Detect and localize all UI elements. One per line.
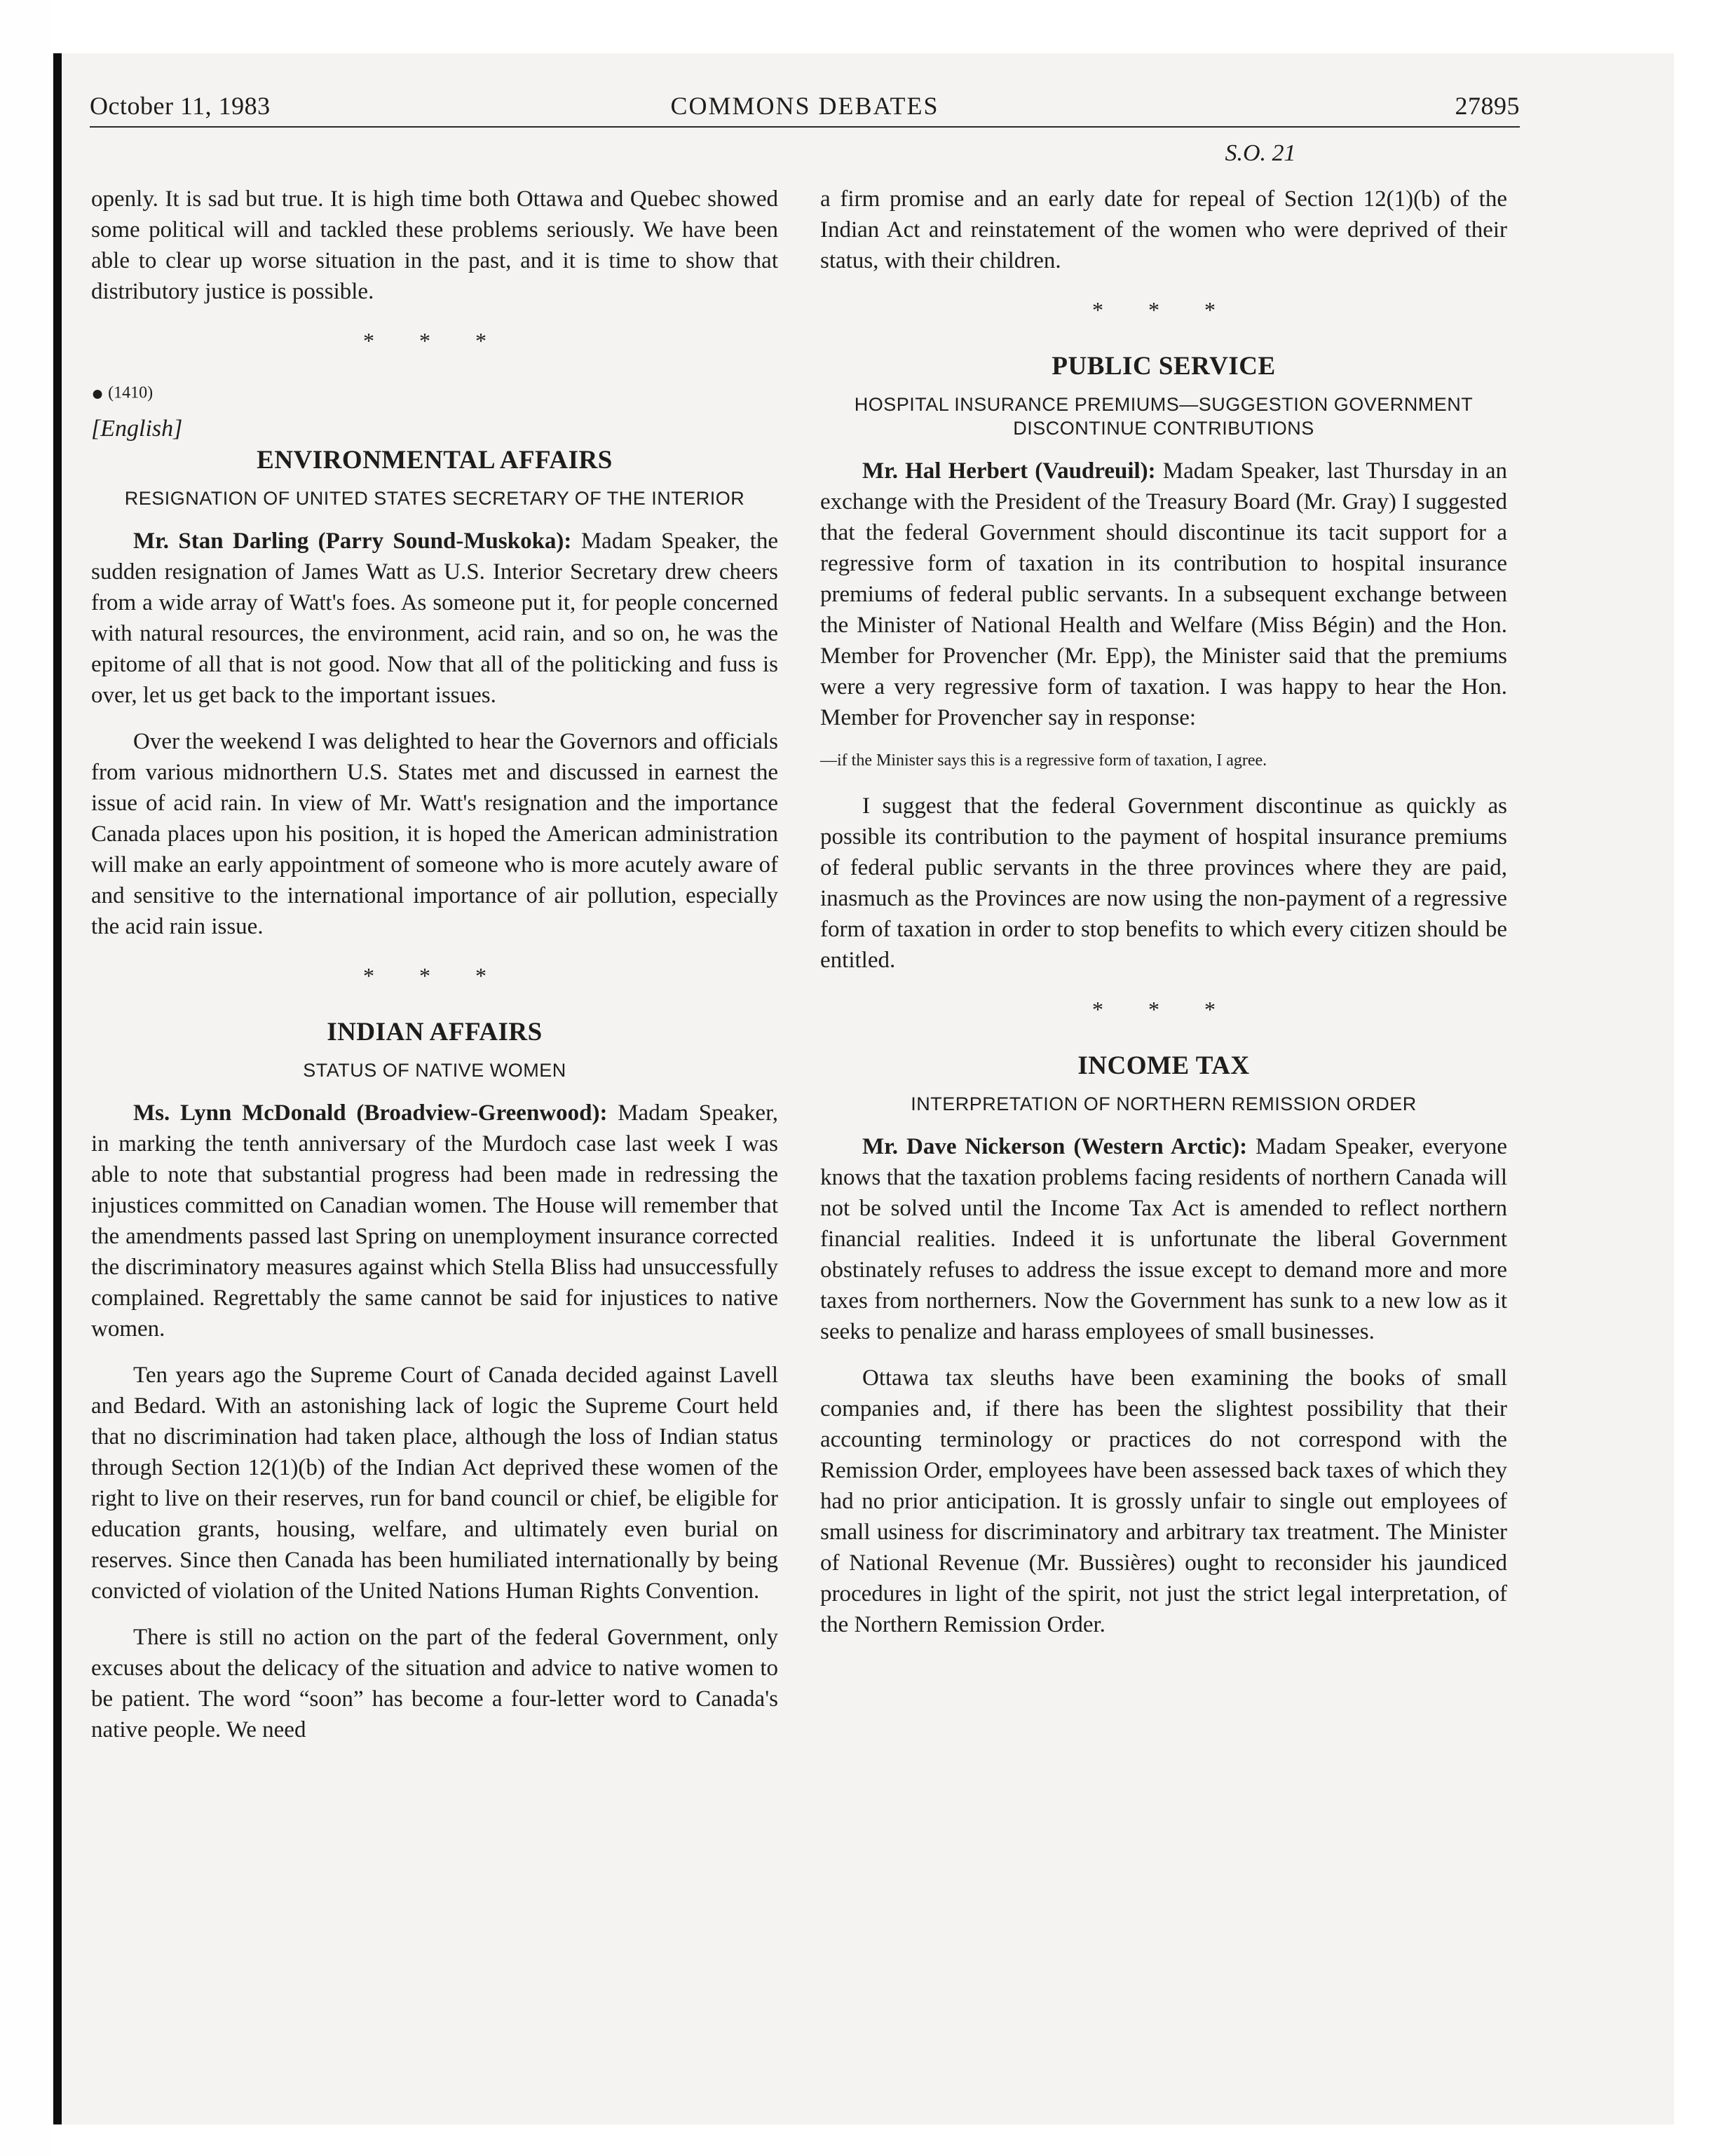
statement-paragraph: Over the weekend I was delighted to hear the Governors and officials from various midnorthern U.S. States met and discussed in earnest the issue of acid rain. In view of Mr. Watt's resignation and the importance Canada places upon his position, it is hoped the American administration will make an early appointment of someone who is more acutely aware of and sensitive to the international importance of air pollution, especially the acid rain issue. — [91, 729, 778, 939]
right-column — [820, 184, 1507, 1656]
scan-binding-shadow — [53, 53, 62, 2124]
section-heading-income-tax: INCOME TAX — [1077, 1051, 1250, 1080]
section-subheading-indian-affairs: STATUS OF NATIVE WOMEN — [303, 1060, 566, 1081]
header-page-number: 27895 — [1455, 92, 1520, 120]
statement-paragraph: There is still no action on the part of the federal Government, only excuses about the delicacy of the situation and advice to native women to be patient. The word “soon” has become a four-letter word to Canada's native people. We need — [91, 1625, 778, 1742]
running-header — [90, 91, 1520, 128]
section-subheading-income-tax: INTERPRETATION OF NORTHERN REMISSION ORDER — [911, 1093, 1417, 1114]
paragraph-text: Madam Speaker, last Thursday in an exchange with the President of the Treasury Board (Mr. Gray) I suggested that the federal Government should discontinue its tacit support for a regressive form of taxation in its contribution to hospital insurance premiums of federal public servants. In a subsequent exchange between the Minister of National Health and Welfare (Miss Bégin) and the Hon. Member for Provencher (Mr. Epp), the Minister said that the premiums were a very regressive form of taxation. I was happy to hear the Hon. Member for Provencher say in response: — [820, 458, 1507, 730]
section-subheading-public-service: HOSPITAL INSURANCE PREMIUMS—SUGGESTION GOVERNMENT DISCONTINUE CONTRIBUTIONS — [854, 394, 1474, 439]
section-heading-public-service: PUBLIC SERVICE — [1052, 352, 1276, 381]
section-heading-indian-affairs: INDIAN AFFAIRS — [327, 1018, 543, 1046]
speaker-name: Ms. Lynn McDonald (Broadview-Greenwood): — [133, 1100, 608, 1126]
header-title: COMMONS DEBATES — [670, 92, 939, 120]
section-heading-environment: ENVIRONMENTAL AFFAIRS — [257, 446, 613, 475]
paragraph-text: Madam Speaker, everyone knows that the taxation problems facing residents of northern Canada will not be solved until the Income Tax Act is amended to reflect northern financial realities. Indeed it is unfortunate the liberal Government obstinately refuses to address the issue except to demand more and more taxes from northerners. Now the Government has sunk to a new low as it seeks to penalize and harass employees of small businesses. — [820, 1134, 1507, 1344]
statement-paragraph: Ottawa tax sleuths have been examining the books of small companies and, if there has been the slightest possibility that their accounting terminology or practices do not correspond with the Remission Order, employees have been assessed back taxes of which they had no prior anticipation. It is grossly unfair to single out employees of small usiness for discriminatory and arbitrary tax treatment. The Minister of National Revenue (Mr. Bussières) ought to reconsider his jaundiced procedures in light of the spirit, not just the strict legal interpretation, of the Northern Remission Order. — [820, 1365, 1507, 1637]
section-separator: * * * — [1092, 297, 1235, 322]
continuation-paragraph: a firm promise and an early date for repeal of Section 12(1)(b) of the Indian Act and reinstatement of the women who were deprived of their status, with their children. — [820, 186, 1507, 273]
header-date: October 11, 1983 — [90, 92, 271, 120]
language-marker: [English] — [91, 416, 183, 442]
paragraph-text: Madam Speaker, in marking the tenth anniversary of the Murdoch case last week I was able to note that substantial progress had been made in redressing the injustices committed on Canadian women. The House will remember that the amendments passed last Spring on unemployment insurance corrected the discriminatory measures against which Stella Bliss had unsuccessfully complained. Regrettably the same cannot be said for injustices to native women. — [91, 1100, 778, 1342]
left-column — [91, 184, 778, 1761]
statement-paragraph — [91, 1098, 778, 1344]
section-subheading-environment: RESIGNATION OF UNITED STATES SECRETARY OF THE INTERIOR — [124, 488, 745, 509]
statement-paragraph — [820, 456, 1507, 733]
speaker-name: Mr. Dave Nickerson (Western Arctic): — [862, 1134, 1248, 1159]
statement-paragraph — [820, 1131, 1507, 1347]
paragraph-text: Madam Speaker, the sudden resignation of James Watt as U.S. Interior Secretary drew cheers from a wide array of Watt's foes. As someone put it, for people concerned with natural resources, the environment, acid rain, and so on, he was the epitome of all that is not good. Now that all of the politicking and fuss is over, let us get back to the important issues. — [91, 528, 779, 708]
speaker-name: Mr. Hal Herbert (Vaudreuil): — [862, 458, 1156, 484]
statement-paragraph — [91, 526, 778, 711]
standing-order-label: S.O. 21 — [1225, 140, 1296, 166]
speaker-name: Mr. Stan Darling (Parry Sound-Muskoka): — [133, 528, 572, 554]
bullet-icon: ● — [91, 382, 104, 405]
timestamp-value: (1410) — [108, 383, 154, 402]
statement-paragraph: I suggest that the federal Government discontinue as quickly as possible its contribution to the payment of hospital insurance premiums of federal public servants in the three provinces where they are paid, inasmuch as the Provinces are now using the non-payment of a regressive form of taxation in order to stop benefits to which every citizen should be entitled. — [820, 793, 1507, 973]
scan-margin — [0, 0, 53, 2156]
opening-paragraph: openly. It is sad but true. It is high time both Ottawa and Quebec showed some political will and tackled these problems seriously. We have been able to clear up worse situation in the past, and it is time to show that distributory justice is possible. — [91, 186, 778, 304]
section-separator: * * * — [1092, 997, 1235, 1022]
section-separator: * * * — [363, 328, 506, 353]
statement-paragraph: Ten years ago the Supreme Court of Canada decided against Lavell and Bedard. With an astonishing lack of logic the Supreme Court held that no discrimination had taken place, although the loss of Indian status through Section 12(1)(b) of the Indian Act deprived these women of the right to live on their reserves, run for band council or chief, be eligible for education grants, housing, welfare, and ultimately even burial on reserves. Since then Canada has been humiliated internationally by being convicted of violation of the United Nations Human Rights Convention. — [91, 1363, 778, 1604]
timestamp — [91, 382, 778, 406]
section-separator: * * * — [363, 963, 506, 988]
quotation: —if the Minister says this is a regressive form of taxation, I agree. — [820, 751, 1267, 770]
